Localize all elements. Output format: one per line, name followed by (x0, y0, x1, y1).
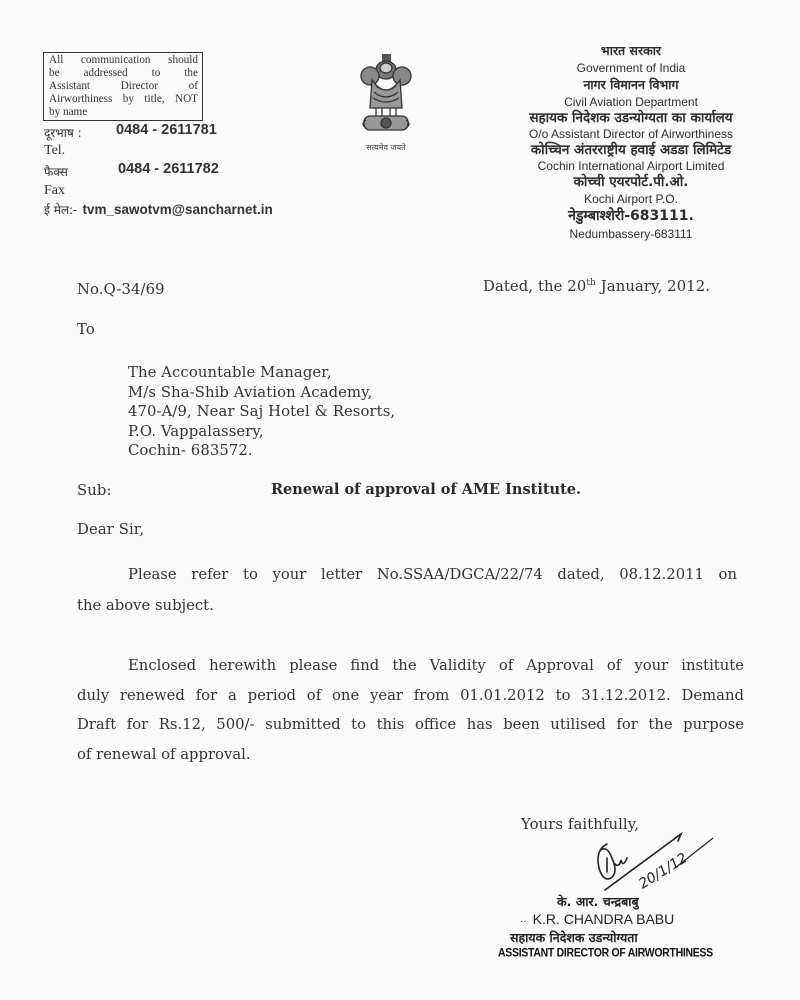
fax-number: 0484 - 2611782 (118, 161, 219, 177)
address-line: 470-A/9, Near Saj Hotel & Resorts, (128, 403, 396, 420)
reference-number: No.Q-34/69 (77, 281, 165, 298)
office-address-block (496, 44, 766, 241)
office-line-hindi: नेडुम्बाश्शेरी-683111. (568, 208, 694, 224)
paragraph-reference (77, 559, 737, 621)
paragraph-line: duly renewed for a period of one year from 01.01.2012 to 31.12.2012. Demand (77, 686, 744, 704)
notice-line: by name (49, 106, 88, 118)
office-line: Kochi Airport P.O. (584, 192, 678, 206)
signature-icon (585, 828, 715, 894)
phone-label: Tel. (44, 143, 66, 158)
date-ordinal: th (586, 278, 596, 289)
paragraph-line: of renewal of approval. (77, 745, 251, 763)
phone-label-hindi: दूरभाष : (44, 126, 82, 140)
closing: Yours faithfully, (521, 816, 640, 833)
national-emblem (346, 50, 426, 150)
office-line-hindi: कोच्ची एयरपोर्ट.पी.ओ. (573, 174, 689, 190)
recipient-address (128, 363, 395, 461)
paragraph-line: Draft for Rs.12, 500/- submitted to this office has been utilised for the purpose (77, 716, 744, 733)
salutation: Dear Sir, (77, 521, 145, 538)
email-label-hindi: ई मेल:- (44, 203, 78, 217)
notice-line: All communication should (49, 54, 198, 66)
address-line: Cochin- 683572. (128, 442, 253, 459)
paragraph-line: Enclosed herewith please find the Validity of Approval of your institute (128, 657, 744, 674)
office-line: Government of India (576, 61, 686, 75)
email-row (44, 199, 273, 218)
address-line: P.O. Vappalassery, (128, 422, 264, 440)
paragraph-line: the above subject. (77, 597, 214, 614)
letter-date (483, 278, 710, 295)
fax-label: Fax (44, 183, 65, 198)
notice-line: Airworthiness by title, NOT (49, 93, 198, 105)
emblem-motto: सत्यमेव जयते (366, 143, 406, 152)
fax-label-hindi: फैक्स (44, 165, 68, 179)
signature-date: 20/1/12 (636, 850, 691, 893)
notice-line: Assistant Director of (49, 80, 198, 92)
date-prefix: Dated, the 20 (483, 278, 587, 295)
subject-line: Renewal of approval of AME Institute. (271, 481, 582, 498)
signatory-name: ·· K.R. CHANDRA BABU (520, 911, 675, 927)
handwritten-signature (585, 828, 715, 894)
designation: ASSISTANT DIRECTOR OF AIRWORTHINESS (498, 946, 713, 960)
paragraph-line: Please refer to your letter No.SSAA/DGCA/22/74 dated, 08.12.2011 on (128, 566, 737, 583)
address-line: M/s Sha-Shib Aviation Academy, (128, 383, 373, 401)
signatory-name-hindi: के. आर. चन्द्रबाबु (557, 894, 639, 909)
office-line: Civil Aviation Department (564, 95, 698, 109)
paragraph-renewal (77, 651, 744, 769)
recipient-to: To (77, 321, 95, 338)
office-line-hindi: भारत सरकार (600, 43, 662, 58)
designation-hindi: सहायक निदेशक उडन्योग्यता (510, 930, 638, 945)
subject-label: Sub: (77, 482, 112, 499)
office-line: O/o Assistant Director of Airworthiness (528, 127, 734, 141)
address-line: The Accountable Manager, (128, 364, 332, 381)
office-line: Nedumbassery-683111 (569, 227, 693, 241)
lion-capital-icon (346, 50, 426, 140)
notice-line: be addressed to the (49, 67, 198, 79)
office-line-hindi: नागर विमानन विभाग (583, 77, 679, 92)
office-line: Cochin International Airport Limited (537, 159, 725, 173)
office-line-hindi: कोच्चिन अंतरराष्ट्रीय हवाई अडडा लिमिटेड (530, 142, 732, 158)
signatory-name-text: K.R. CHANDRA BABU (532, 911, 675, 927)
email-address: tvm_sawotvm@sancharnet.in (82, 202, 273, 217)
phone-number: 0484 - 2611781 (116, 122, 217, 138)
date-suffix: January, 2012. (595, 278, 711, 295)
notice-box (43, 52, 203, 121)
office-line-hindi: सहायक निदेशक उडन्योग्यता का कार्यालय (529, 110, 733, 126)
